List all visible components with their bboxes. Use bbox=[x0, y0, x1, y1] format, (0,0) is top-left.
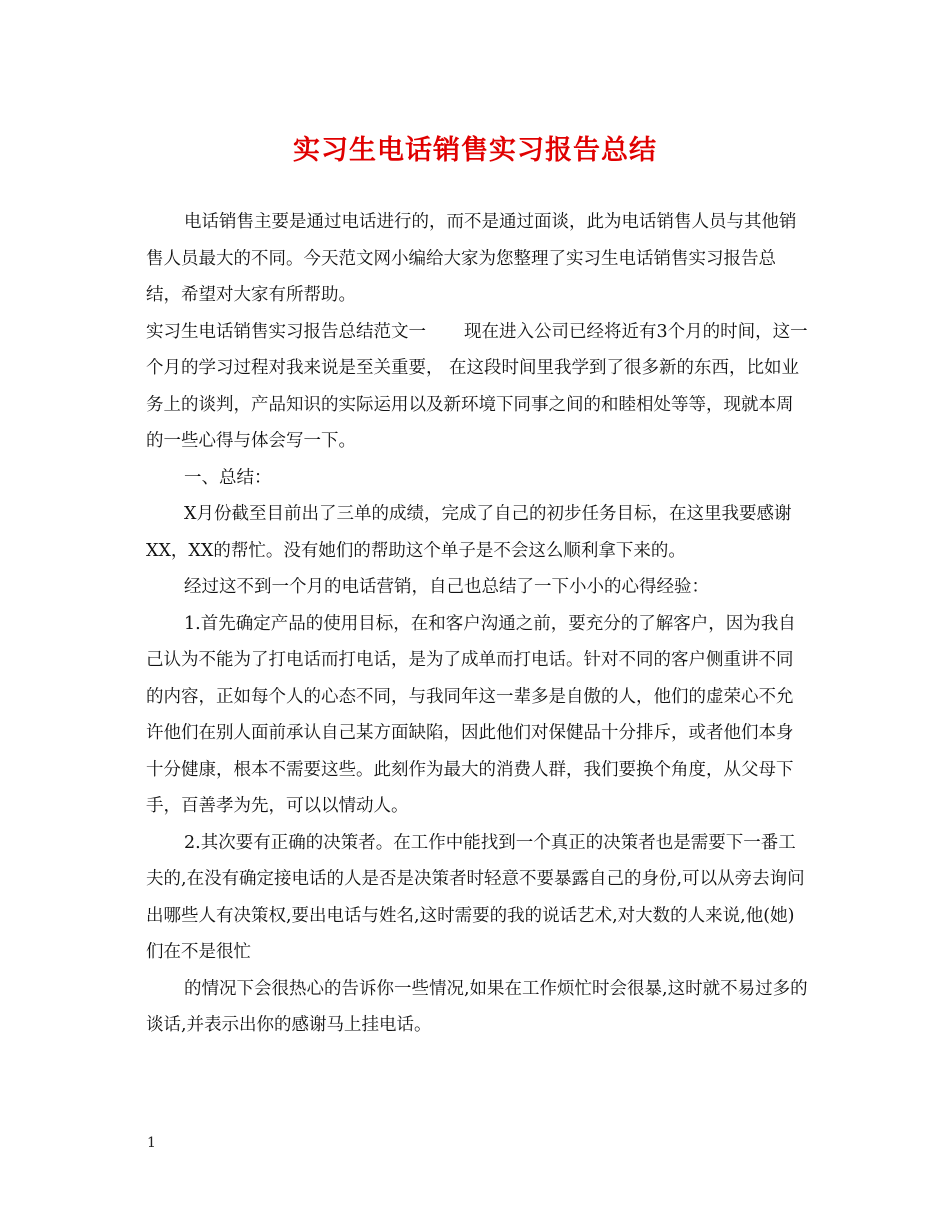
point-one-paragraph: 1.首先确定产品的使用目标，在和客户沟通之前，要充分的了解客户，因为我自己认为不能为了打电话而打电话，是为了成单而打电话。针对不同的客户侧重讲不同的内容，正如每个人的心态不同，与我同年这一辈多是自傲的人，他们的虚荣心不允许他们在别人面前承认自己某方面缺陷，因此他们对保健品十分排斥，或者他们本身十分健康，根本不需要这些。此刻作为最大的消费人群，我们要换个角度，从父母下手，百善孝为先，可以以情动人。 bbox=[146, 613, 796, 816]
experience-intro-paragraph: 经过这不到一个月的电话营销，自己也总结了一下小小的心得经验： bbox=[184, 577, 709, 597]
point-two-continued-paragraph: 的情况下会很热心的告诉你一些情况,如果在工作烦忙时会很暴,这时就不易过多的谈话,并表示出你的感谢马上挂电话。 bbox=[146, 978, 808, 1035]
section-one-heading: 一、总结： bbox=[184, 467, 272, 488]
sample-heading: 实习生电话销售实习报告总结范文一 bbox=[146, 321, 426, 342]
sample-opening: 现在进入公司已经将近有3个月的时间，这一个月的学习过程对我来说是至关重要， 在这段时间里我学到了很多新的东西，比如业务上的谈判，产品知识的实际运用以及新环境下同事之间的和睦相处等等，现就本周的一些心得与体会写一下。 bbox=[146, 321, 808, 451]
results-paragraph: X月份截至目前出了三单的成绩，完成了自己的初步任务目标，在这里我要感谢XX，XX的帮忙。没有她们的帮助这个单子是不会这么顺利拿下来的。 bbox=[146, 504, 792, 561]
page-number: 1 bbox=[147, 1135, 156, 1151]
point-two-paragraph: 2.其次要有正确的决策者。在工作中能找到一个真正的决策者也是需要下一番工夫的,在没有确定接电话的人是否是决策者时轻意不要暴露自己的身份,可以从旁去询问出哪些人有决策权,要出电话与姓名,这时需要的我的说话艺术,对大数的人来说,他(她)们在不是很忙 bbox=[146, 832, 805, 962]
intro-paragraph: 电话销售主要是通过电话进行的，而不是通过面谈，此为电话销售人员与其他销售人员最大的不同。今天范文网小编给大家为您整理了实习生电话销售实习报告总结，希望对大家有所帮助。 bbox=[146, 212, 797, 305]
sample-paragraph bbox=[146, 314, 808, 460]
document-title: 实习生电话销售实习报告总结 bbox=[293, 135, 657, 166]
document-body bbox=[146, 204, 808, 1044]
